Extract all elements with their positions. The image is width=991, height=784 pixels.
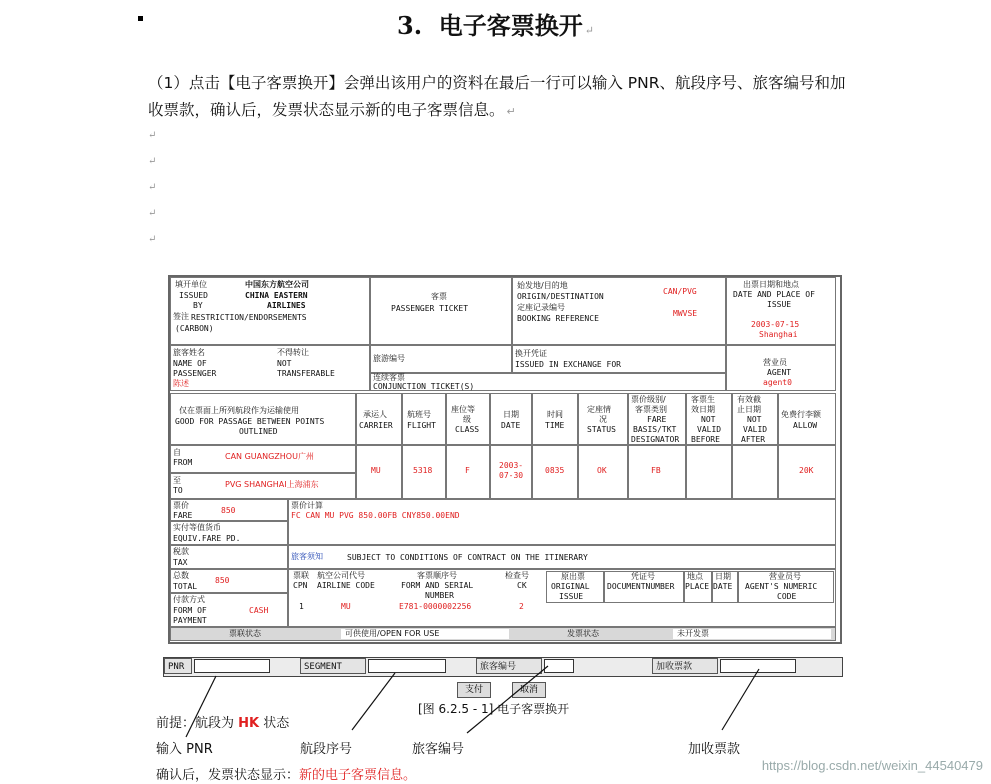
figure-caption: [图 6.2.5 - 1] 电子客票换开 xyxy=(418,702,570,716)
confirm-note: 确认后，发票状态显示：新的电子客票信息。 xyxy=(156,768,417,783)
segment-arrow xyxy=(352,673,395,730)
pnr-label: PNR xyxy=(164,658,192,674)
agent-numeric-box: 营业员号 AGENT'S NUMERIC CODE xyxy=(738,571,834,603)
label-pnr: 输入 PNR xyxy=(156,742,213,757)
empty-line: ↵ xyxy=(148,130,157,141)
passenger-name-box: 旅客姓名 不得转让 NAME OF NOT PASSENGER TRANSFERABLE 陈述 xyxy=(170,345,370,391)
empty-line: ↵ xyxy=(148,208,157,219)
place-box: 地点 PLACE xyxy=(684,571,712,603)
total-box: 总数 TOTAL 850 xyxy=(170,569,288,593)
class-header: 座位等 级 CLASS xyxy=(446,393,490,445)
passenger-number-label: 旅客编号 xyxy=(476,658,542,674)
extra-fare-arrow xyxy=(722,669,759,730)
tour-code-box: 旅游编号 xyxy=(370,345,512,373)
tax-box: 税款 TAX xyxy=(170,545,288,569)
segment-allow-cell: 20K xyxy=(778,445,836,499)
fare-basis-header: 票价级别/ 客票类别 FARE BASIS/TKT DESIGNATOR xyxy=(628,393,686,445)
conjunction-box: 连续客票 CONJUNCTION TICKET(S) xyxy=(370,373,726,391)
segment-label: SEGMENT xyxy=(300,658,366,674)
coupon-section: 票联 CPN 1 航空公司代号 AIRLINE CODE MU 客票顺序号 FORM AND SERIAL NUMBER E781-0000002256 检查号 CK 2 xyxy=(288,569,836,627)
section-heading: 3. 电子客票换开 ↵ xyxy=(397,11,594,40)
status-bar: 票联状态 可供使用/OPEN FOR USE 发票状态 未开发票 xyxy=(170,627,836,641)
fare-box: 票价 FARE 850 xyxy=(170,499,288,521)
premise-note: 前提：航段为 HK 状态 xyxy=(156,716,290,731)
date-header: 日期 DATE xyxy=(490,393,532,445)
notice-box: 旅客须知 SUBJECT TO CONDITIONS OF CONTRACT ON THE ITINERARY xyxy=(288,545,836,569)
exchange-box: 换开凭证 ISSUED IN EXCHANGE FOR xyxy=(512,345,726,373)
time-header: 时间 TIME xyxy=(532,393,578,445)
segment-flight-cell: 5318 xyxy=(402,445,446,499)
good-for-passage-header: 仅在票面上所列航段作为运输使用 GOOD FOR PASSAGE BETWEEN POINTS OUTLINED xyxy=(170,393,356,445)
not-valid-after-header: 有效截 止日期 NOT VALID AFTER xyxy=(732,393,778,445)
segment-time-cell: 0835 xyxy=(532,445,578,499)
segment-carrier-cell: MU xyxy=(356,445,402,499)
segment-date-cell: 2003- 07-30 xyxy=(490,445,532,499)
agent-box: 营业员 AGENT agent0 xyxy=(726,345,836,391)
allow-header: 免费行李额 ALLOW xyxy=(778,393,836,445)
passenger-ticket-box: 客票 PASSENGER TICKET xyxy=(370,277,512,345)
empty-line: ↵ xyxy=(148,234,157,245)
document-number-box: 凭证号 DOCUMENTNUMBER xyxy=(604,571,684,603)
empty-line: ↵ xyxy=(148,182,157,193)
flight-header: 航班号 FLIGHT xyxy=(402,393,446,445)
cancel-button[interactable]: 取消 xyxy=(512,682,546,698)
segment-status-cell: OK xyxy=(578,445,628,499)
date-place-box: 出票日期和地点 DATE AND PLACE OF ISSUE 2003-07-15 Shanghai xyxy=(726,277,836,345)
label-passenger-number: 旅客编号 xyxy=(412,742,465,757)
from-row: 自 FROM CAN GUANGZHOU广州 xyxy=(170,445,356,473)
status-header: 定座情 况 STATUS xyxy=(578,393,628,445)
origin-booking-box: 始发地/目的地 CAN/PVG ORIGIN/DESTINATION 定座记录编号 MWVSE BOOKING REFERENCE xyxy=(512,277,726,345)
segment-fare-basis-cell: FB xyxy=(628,445,686,499)
pay-button[interactable]: 支付 xyxy=(457,682,491,698)
extra-fare-label: 加收票款 xyxy=(652,658,718,674)
label-segment: 航段序号 xyxy=(300,742,353,757)
fare-calc-box: 票价计算 FC CAN MU PVG 850.00FB CNY850.00END xyxy=(288,499,836,545)
intro-paragraph: （1）点击【电子客票换开】会弹出该用户的资料在最后一行可以输入 PNR、航段序号、旅客编号和加收票款，确认后，发票状态显示新的电子客票信息。 ↵ xyxy=(148,74,846,119)
not-valid-before-header: 客票生 效日期 NOT VALID BEFORE xyxy=(686,393,732,445)
passenger-number-arrow xyxy=(467,666,548,733)
empty-line: ↵ xyxy=(148,156,157,167)
payment-box: 付款方式 FORM OF PAYMENT CASH xyxy=(170,593,288,627)
to-row: 至 TO PVG SHANGHAI上海浦东 xyxy=(170,473,356,499)
equiv-fare-box: 实付等值货币 EQUIV.FARE PD. xyxy=(170,521,288,545)
segment-class-cell: F xyxy=(446,445,490,499)
carrier-header: 承运人 CARRIER xyxy=(356,393,402,445)
watermark: https://blog.csdn.net/weixin_44540479 xyxy=(761,758,983,773)
date-box: 日期 DATE xyxy=(712,571,738,603)
label-extra-fare: 加收票款 xyxy=(688,742,741,757)
issued-by-box: 填开单位 中国东方航空公司 ISSUED CHINA EASTERN BY AIRLINES 签注 RESTRICTION/ENDORSEMENTS (CARBON) xyxy=(170,277,370,345)
original-issue-box: 原出票 ORIGINAL ISSUE xyxy=(546,571,604,603)
